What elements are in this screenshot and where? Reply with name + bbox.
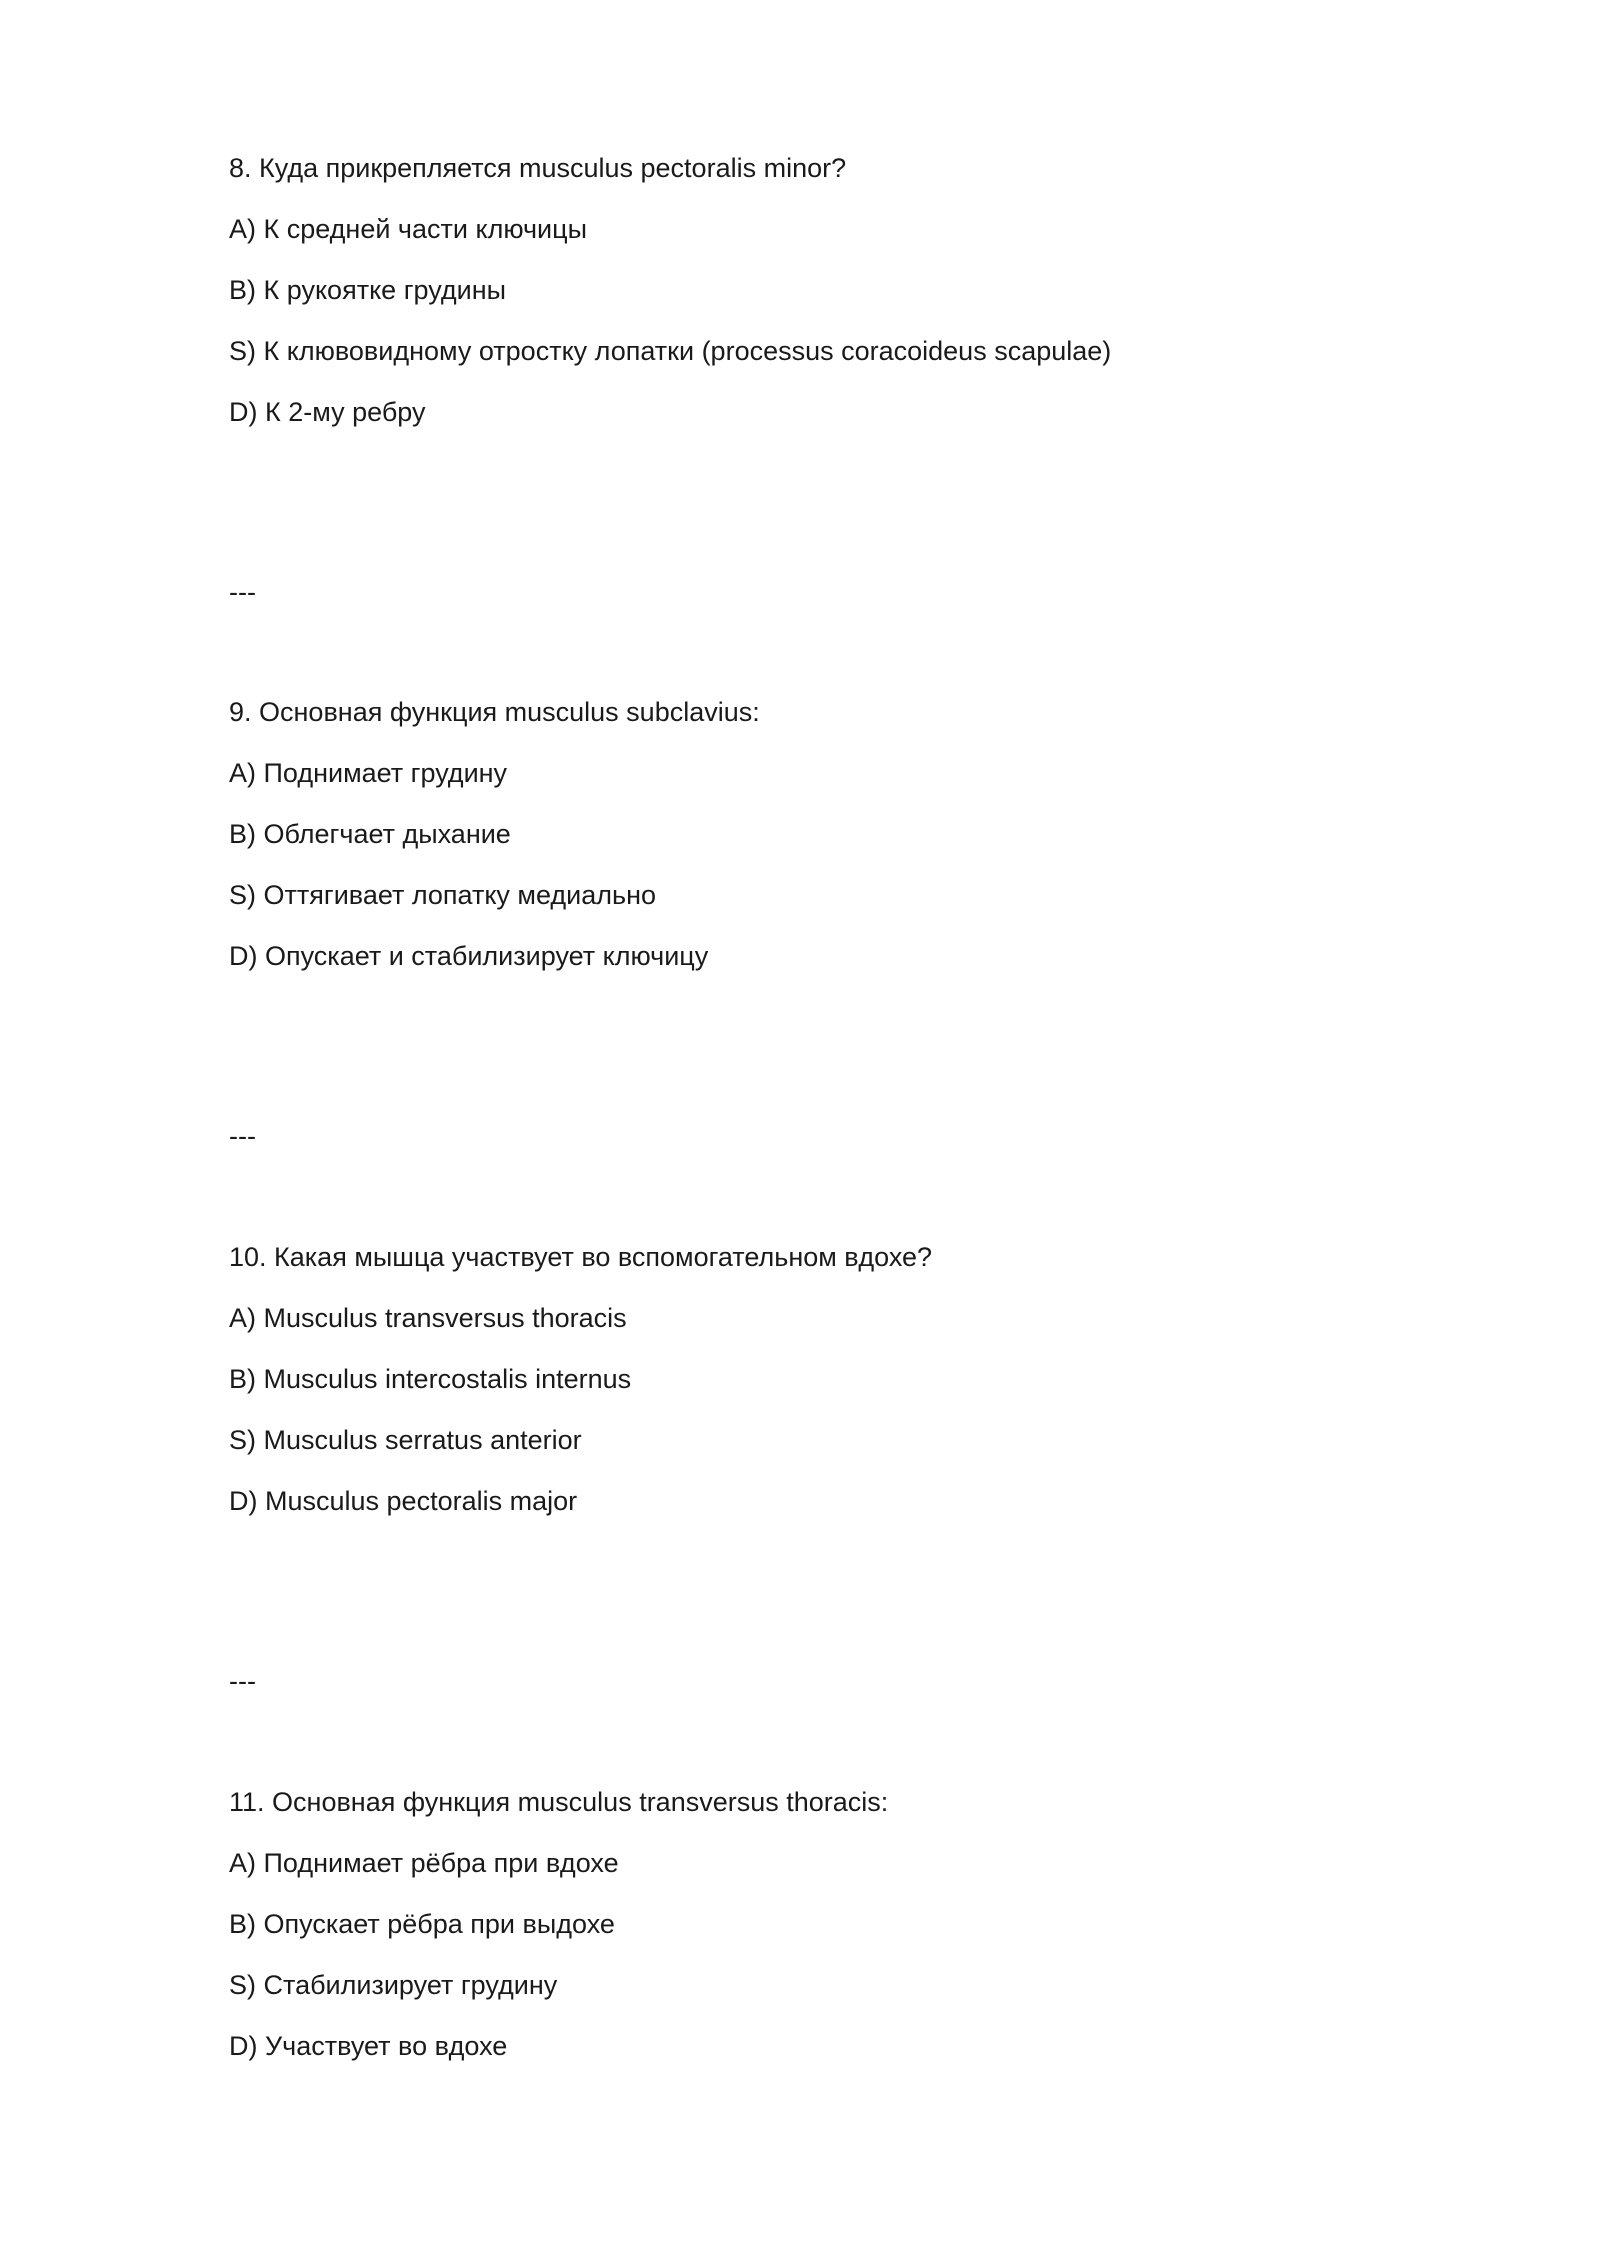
option-d: D) Опускает и стабилизирует ключицу [229,941,709,971]
option-b: B) Облегчает дыхание [229,819,511,849]
question-text: 10. Какая мышца участвует во вспомогательном вдохе? [229,1242,933,1272]
question-9 [229,694,760,974]
option-a: A) Поднимает рёбра при вдохе [229,1848,619,1878]
separator: --- [229,1121,256,1151]
option-s: S) Стабилизирует грудину [229,1970,558,2000]
question-8 [229,150,1111,430]
question-11 [229,1784,888,2064]
option-s: S) Musculus serratus anterior [229,1425,582,1455]
option-d: D) Участвует во вдохе [229,2031,508,2061]
option-b: B) К рукоятке грудины [229,275,507,305]
option-a: A) Поднимает грудину [229,758,508,788]
question-text: 11. Основная функция musculus transversus thoracis: [229,1787,889,1817]
question-text: 9. Основная функция musculus subclavius: [229,697,760,727]
question-text: 8. Куда прикрепляется musculus pectoralis minor? [229,153,847,183]
option-b: B) Опускает рёбра при выдохе [229,1909,615,1939]
option-a: A) К средней части ключицы [229,214,588,244]
separator: --- [229,1666,256,1696]
separator: --- [229,577,256,607]
option-d: D) К 2-му ребру [229,397,426,427]
option-b: B) Musculus intercostalis internus [229,1364,632,1394]
question-10 [229,1239,932,1519]
option-a: A) Musculus transversus thoracis [229,1303,627,1333]
option-s: S) Оттягивает лопатку медиально [229,880,657,910]
option-d: D) Musculus pectoralis major [229,1486,578,1516]
option-s: S) К клювовидному отростку лопатки (processus coracoideus scapulae) [229,336,1112,366]
